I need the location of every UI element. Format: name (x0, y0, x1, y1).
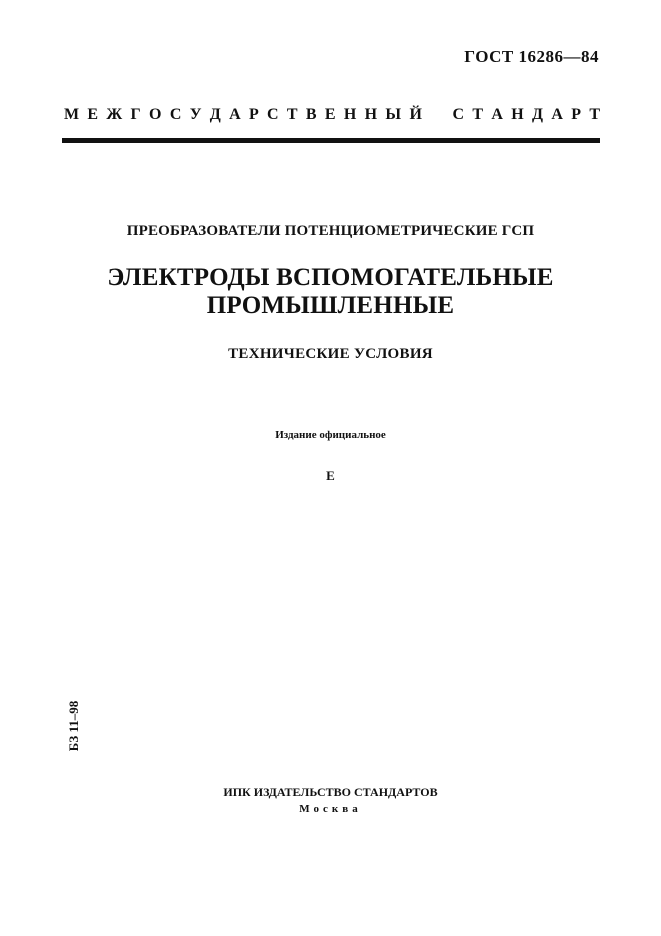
publisher-city: Москва (299, 803, 362, 815)
banner-letter: Д (532, 106, 544, 123)
banner-letter: Н (364, 106, 378, 123)
banner-letter: Т (286, 106, 298, 123)
standard-type-banner (64, 106, 600, 124)
banner-letter: О (149, 106, 162, 123)
publisher-name: ИПК ИЗДАТЕЛЬСТВО СТАНДАРТОВ (223, 785, 438, 799)
banner-letter: В (305, 106, 317, 123)
main-title (0, 264, 661, 320)
document-number: ГОСТ 16286—84 (464, 47, 599, 66)
banner-letter: Е (87, 106, 99, 123)
edition-mark: Е (326, 468, 335, 483)
banner-letter: М (64, 106, 80, 123)
banner-letter: Д (209, 106, 221, 123)
banner-letter: Т (472, 106, 484, 123)
banner-letter: С (169, 106, 182, 123)
banner-letter: Р (248, 106, 259, 123)
banner-letter: Ы (385, 106, 402, 123)
banner-letter: Т (589, 106, 600, 123)
edition-label: Издание официальное (275, 429, 386, 441)
banner-letter: Й (409, 106, 422, 123)
banner-word-gap (430, 106, 444, 124)
main-title-line-1: ЭЛЕКТРОДЫ ВСПОМОГАТЕЛЬНЫЕ (107, 264, 554, 291)
banner-letter: Ж (106, 106, 123, 123)
banner-letter: С (452, 106, 465, 123)
banner-letter: Н (511, 106, 524, 123)
banner-letter: Р (571, 106, 581, 123)
side-code: БЗ 11–98 (66, 700, 81, 752)
banner-letter: А (229, 106, 241, 123)
banner-letter: У (189, 106, 202, 123)
subtitle: ТЕХНИЧЕСКИЕ УСЛОВИЯ (228, 346, 433, 362)
series-title: ПРЕОБРАЗОВАТЕЛИ ПОТЕНЦИОМЕТРИЧЕСКИЕ ГСП (126, 223, 535, 239)
banner-letter: Е (324, 106, 336, 123)
banner-letter: Г (130, 106, 141, 123)
header-rule (62, 138, 600, 143)
banner-letter: А (491, 106, 503, 123)
main-title-line-2: ПРОМЫШЛЕННЫЕ (206, 292, 455, 319)
banner-letter: А (551, 106, 563, 123)
banner-letter: С (267, 106, 279, 123)
banner-letter: Н (343, 106, 357, 123)
